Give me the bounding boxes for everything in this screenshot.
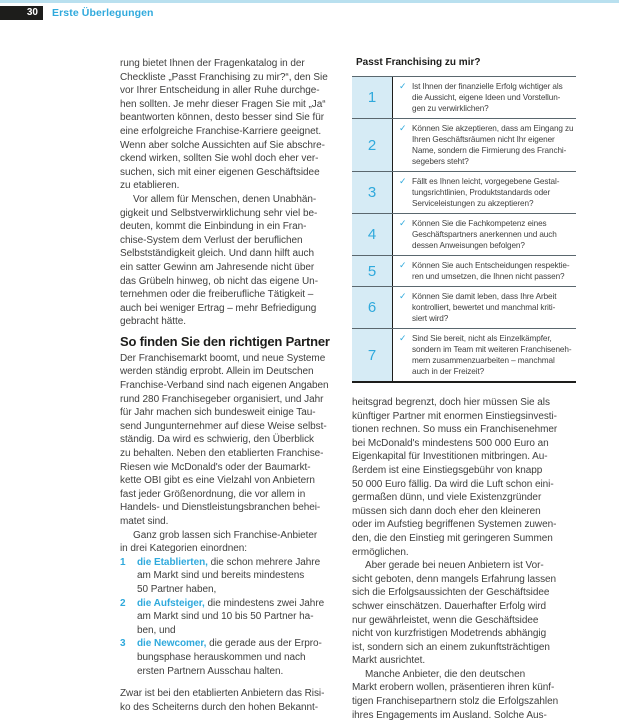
checklist-row	[352, 77, 576, 118]
text-line: ermöglichen.	[352, 546, 409, 558]
chapter-title: Erste Überlegungen	[52, 7, 154, 19]
check-icon: ✓	[399, 80, 407, 91]
page-number: 30	[0, 6, 43, 20]
checklist-row	[352, 286, 576, 328]
text-line: zu etablieren.	[120, 180, 180, 192]
text-line: Ihren Geschäftsräumen nicht Ihr eigener	[412, 134, 555, 144]
text-line: matet sind.	[120, 516, 169, 527]
text-line: Markt erobern wollen, präsentieren ihren künf-	[352, 682, 555, 694]
text-line: künftiger Partner mit enormen Einstiegsinvesti-	[352, 410, 557, 422]
text-line: ist, sondern sich an einem zukunftsträchtigen	[352, 641, 550, 653]
checklist-number: 5	[352, 256, 393, 286]
checklist-question	[393, 287, 576, 328]
text-line: für Jahr machen sich bundesweit einige Tau-	[120, 407, 316, 419]
paragraph	[120, 193, 350, 329]
text-line: Aber gerade bei neuen Anbietern ist Vor-	[365, 560, 544, 572]
checklist-row	[352, 328, 576, 381]
text-line: das Grübeln hinweg, ob nicht das eigene Un-	[120, 275, 318, 287]
text-line: ren und umsetzen, die Ihnen nicht passen?	[412, 271, 565, 281]
text-line: beantworten können, desto besser sind Sie für	[120, 112, 324, 124]
text-line: auch in der Freizeit?	[412, 366, 485, 376]
text-line: kette OBI gibt es eine Vielzahl von Anbietern	[120, 475, 315, 487]
checklist-row	[352, 255, 576, 286]
text-line: mern zusammenzuarbeiten – manchmal	[412, 355, 555, 365]
text-line: die Newcomer, die gerade aus der Erpro-	[137, 638, 322, 650]
checklist-row	[352, 118, 576, 171]
text-line: Fällt es Ihnen leicht, vorgegebene Gestal-	[412, 176, 560, 186]
text-line: dessen Anweisungen befolgen?	[412, 240, 525, 250]
text-line: heitsgrad begrenzt, doch hier müssen Sie als	[352, 397, 550, 408]
text-line: send Jungunternehmer auf diese Weise selbst-	[120, 420, 327, 432]
text-line: Eigenkapital für Investitionen mitbringen. Au-	[352, 451, 548, 463]
text-line: deuten, kommt die Einbindung in ein Fran-	[120, 221, 307, 233]
text-line: ein satter Gewinn am Jahresende nicht über	[120, 261, 315, 273]
text-line: tungsrichtlinien, Produktstandards oder	[412, 187, 551, 197]
list-number: 2	[120, 597, 126, 609]
text-line: die Aussicht, eigene Ideen und Vorstellun-	[412, 92, 561, 102]
paragraph	[120, 352, 350, 529]
text-line: ckend wirken, sollten Sie wohl doch eher ver-	[120, 153, 319, 165]
text-line: sicht geboten, denn mangels Erfahrung lassen	[352, 573, 557, 585]
check-icon: ✓	[399, 217, 407, 228]
text-line: schwer einschätzen. Dauerhafter Erfolg wird	[352, 600, 547, 612]
text-line: werden ständig erprobt. Allein im Deutschen	[120, 366, 314, 378]
check-icon: ✓	[399, 259, 407, 270]
text-line: am Markt sind und bereits mindestens	[137, 570, 305, 582]
checklist-row	[352, 171, 576, 213]
text-line: auch bei weniger Ertrag – mehr Befriedigung	[120, 302, 317, 314]
text-line: gebracht hätte.	[120, 316, 186, 328]
text-line: rung bietet Ihnen der Fragenkatalog in der	[120, 58, 305, 69]
text-line: oder im Aufstieg begriffenen Systemen zuwen-	[352, 519, 557, 531]
text-line: in drei Kategorien einordnen:	[120, 543, 247, 555]
text-line: hen sollten. Je mehr dieser Fragen Sie mit „Ja“	[120, 98, 326, 110]
checklist-number: 3	[352, 172, 393, 213]
text-line: Wenn aber solche Aussichten auf Sie abschre-	[120, 139, 325, 151]
text-line: Riesen wie McDonald's oder der Baumarkt-	[120, 461, 311, 473]
checklist-question	[393, 329, 576, 381]
checklist-number: 4	[352, 214, 393, 255]
text-line: sich die Erfolgsaussichten der Geschäftsidee	[352, 587, 550, 599]
checklist-number: 7	[352, 329, 393, 381]
text-line: ihres Engagements im Ausland. Solche Aus-	[352, 709, 547, 721]
list-item	[120, 597, 350, 638]
text-line: Können Sie auch Entscheidungen respektie-	[412, 260, 570, 270]
text-line: siert wird?	[412, 313, 449, 323]
check-icon: ✓	[399, 290, 407, 301]
text-line: Zwar ist bei den etablierten Anbietern das Risi-	[120, 688, 325, 700]
paragraph	[352, 559, 578, 668]
text-line: 50 Partner haben,	[137, 583, 217, 595]
text-line: vor Ihrer Entscheidung in aller Ruhe durchge-	[120, 85, 320, 97]
text-line: chise-System dem Verlust der beruflichen	[120, 234, 303, 246]
checklist-table	[352, 76, 576, 383]
text-line: gen zu verwirklichen?	[412, 103, 489, 113]
text-line: 50 000 Euro fällig. Da wird die Luft schon eini-	[352, 478, 554, 490]
text-line: müssen sich dann doch eher den kleineren	[352, 505, 541, 517]
right-column-text	[352, 396, 578, 722]
text-line: Können Sie damit leben, dass Ihre Arbeit	[412, 291, 557, 301]
list-lead: die Aufsteiger,	[137, 597, 205, 609]
text-line: germaßen dünn, und viele Existenzgründer	[352, 492, 542, 504]
text-line: Manche Anbieter, die den deutschen	[365, 668, 526, 680]
text-line: Ganz grob lassen sich Franchise-Anbieter	[133, 529, 318, 541]
text-line: Checkliste „Passt Franchising zu mir?“, den Sie	[120, 71, 328, 83]
text-line: tionen rechnen. So muss ein Franchisenehmer	[352, 424, 558, 436]
list-text	[137, 637, 322, 678]
text-line: rund 280 Franchisegeber organisiert, und Jahr	[120, 393, 324, 405]
text-line: ßerdem ist eine Einstiegsgebühr von knapp	[352, 464, 543, 476]
text-line: Können Sie die Fachkompetenz eines	[412, 218, 547, 228]
text-line: Ist Ihnen der finanzielle Erfolg wichtiger als	[412, 81, 563, 91]
paragraph	[120, 529, 350, 556]
text-line: ersten Partnern Ausschau halten.	[137, 665, 284, 677]
left-column	[120, 57, 350, 714]
check-icon: ✓	[399, 332, 407, 343]
text-line: Selbstständigkeit gleich. Und dann hilft auch	[120, 248, 314, 260]
text-line: den, die den Einstieg mit geringeren Summen	[352, 532, 553, 544]
text-line: zu behalten. Neben den etablierten Franchise-	[120, 448, 324, 460]
checklist-question	[393, 77, 576, 118]
list-item	[120, 556, 350, 597]
checklist-question	[393, 172, 576, 213]
text-line: Vor allem für Menschen, denen Unabhän-	[133, 193, 317, 205]
text-line: Der Franchisemarkt boomt, und neue Systeme	[120, 352, 326, 364]
checklist-question	[393, 119, 576, 171]
text-line: Serviceleistungen zu akzeptieren?	[412, 198, 534, 208]
check-icon: ✓	[399, 175, 407, 186]
text-line: bei McDonald's mindestens 500 000 Euro an	[352, 437, 549, 449]
text-line: suchen, sich mit einer eigenen Geschäftsidee	[120, 166, 320, 178]
checklist-number: 1	[352, 77, 393, 118]
text-line: bungsphase herauskommen und nach	[137, 651, 306, 663]
list-lead: die Newcomer,	[137, 638, 207, 650]
section-heading: So finden Sie den richtigen Partner	[120, 333, 330, 349]
text-line: ko des Scheiterns durch den hohen Bekannt-	[120, 701, 319, 713]
text-line: eine erfolgreiche Franchise-Karriere geeignet.	[120, 125, 322, 137]
text-line: Markt ausrichtet.	[352, 655, 426, 667]
text-line: tigen Franchisepartnern stolz die Erfolgszahlen	[352, 696, 559, 708]
text-line: Geschäftspartners anerkennen und auch	[412, 229, 557, 239]
text-line: gigkeit und Selbstverwirklichung sehr viel be-	[120, 207, 318, 219]
text-line: ständig. Da wird es schwierig, den Überblick	[120, 434, 314, 446]
text-line: Sind Sie bereit, nicht als Einzelkämpfer,	[412, 333, 552, 343]
list-text	[137, 597, 324, 638]
text-line: nicht von kurzfristigen Modetrends abhängig	[352, 628, 547, 640]
category-list	[120, 556, 350, 678]
checklist-title: Passt Franchising zu mir?	[356, 57, 481, 68]
text-line: kontrolliert, bewertet und manchmal kriti-	[412, 302, 556, 312]
paragraph	[352, 668, 578, 722]
text-line: Name, sondern die Firmierung des Franchi-	[412, 145, 567, 155]
text-line: fast jeder Größenordnung, die vor allem in	[120, 488, 306, 500]
checklist-number: 2	[352, 119, 393, 171]
checklist-row	[352, 213, 576, 255]
text-line: sondern im Team mit weiteren Franchiseneh-	[412, 344, 572, 354]
list-lead: die Etablierten,	[137, 556, 208, 568]
text-line: die Etablierten, die schon mehrere Jahre	[137, 556, 321, 568]
checklist-question	[393, 256, 576, 286]
list-number: 3	[120, 638, 126, 650]
text-line: ternehmen oder die freiberufliche Tätigkeit –	[120, 289, 314, 301]
text-line: Handels- und Dienstleistungsbranchen behei-	[120, 502, 321, 514]
paragraph	[120, 57, 350, 193]
text-line: nur gewährleistet, wenn die Geschäftsidee	[352, 614, 539, 626]
text-line: ben, und	[137, 624, 176, 636]
right-column	[352, 57, 578, 722]
list-text	[137, 556, 320, 597]
paragraph	[352, 396, 578, 559]
paragraph	[120, 687, 350, 714]
text-line: die Aufsteiger, die mindestens zwei Jahre	[137, 597, 325, 609]
checklist-question	[393, 214, 576, 255]
top-rule	[0, 0, 619, 3]
text-line: Können Sie akzeptieren, dass am Eingang zu	[412, 123, 574, 133]
text-line: Franchise-Verband sind nach eigenen Angaben	[120, 380, 329, 392]
list-number: 1	[120, 556, 126, 568]
text-line: segebers steht?	[412, 156, 469, 166]
list-item	[120, 637, 350, 678]
checklist-number: 6	[352, 287, 393, 328]
text-line: am Markt sind und 10 bis 50 Partner ha-	[137, 611, 314, 623]
check-icon: ✓	[399, 122, 407, 133]
